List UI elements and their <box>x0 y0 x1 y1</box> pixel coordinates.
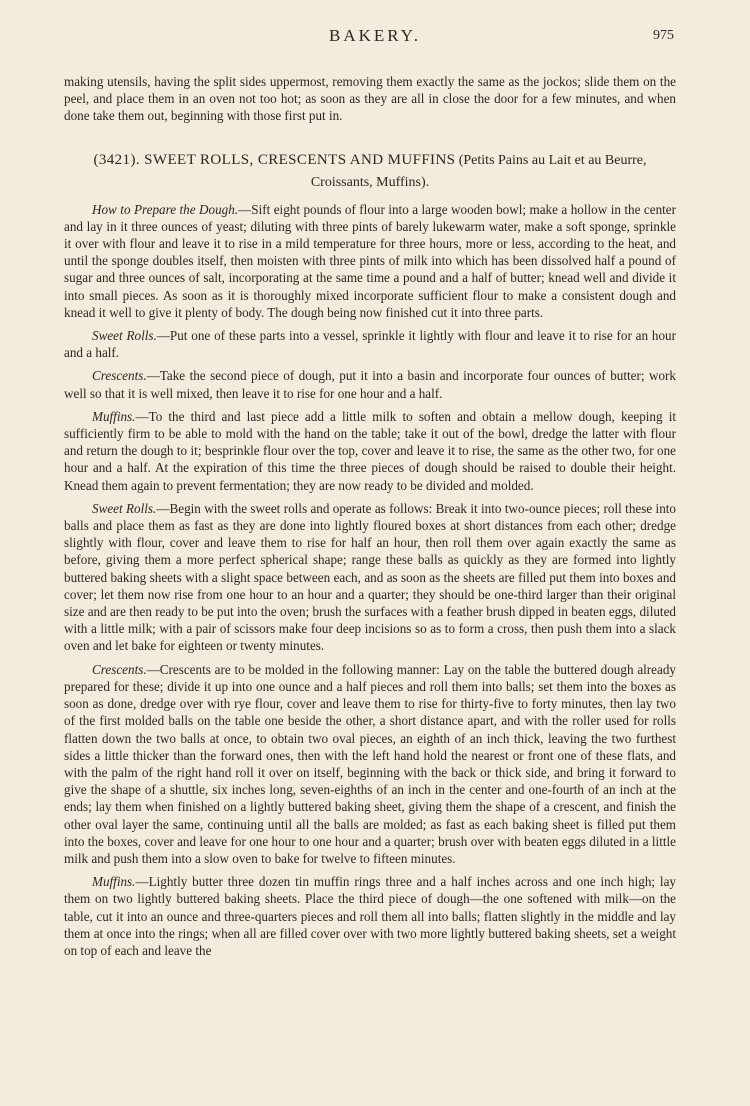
paragraph-text: —Take the second piece of dough, put it into a basin and incorporate four ounces of butter; work well so that it is well mixed, then leave it to rise for one hour and a half. <box>64 368 676 401</box>
page-body <box>64 73 676 965</box>
recipe-french-title: (Petits Pains au Lait et au Beurre, Croissants, Muffins). <box>310 152 647 190</box>
paragraph-text: —Lightly butter three dozen tin muffin rings three and a half inches across and one inch high; lay them on two lightly buttered baking sheets. Place the third piece of dough—the one softened with milk—on the table, cut it into an ounce and three-quarters pieces and roll them all into balls; flatten slightly in the middle and lay them at once into the rings; when all are filled cover over with two more lightly buttered baking sheets, set a weight on top of each and leave the <box>64 874 676 958</box>
recipe-heading <box>64 149 676 193</box>
paragraph-lead: Muffins. <box>92 408 136 424</box>
recipe-title: (3421). SWEET ROLLS, CRESCENTS AND MUFFINS <box>93 151 456 168</box>
paragraph-lead: How to Prepare the Dough. <box>92 201 239 217</box>
paragraph-lead: Crescents. <box>92 368 147 384</box>
paragraph-crescents-mold <box>64 661 676 867</box>
paragraph-lead: Muffins. <box>92 874 136 890</box>
paragraph-sweet-rolls-rise <box>64 327 676 361</box>
paragraph-text: —Begin with the sweet rolls and operate as follows: Break it into two-ounce pieces; roll these into balls and place them as fast as they are done into lightly floured boxes at short distances from each other; dredge slightly with flour, cover and leave them to rise for half an hour, then roll them over again exactly the same as before, giving them a more perfect spherical shape; range these balls as quickly as they are formed into lightly buttered baking sheets with a slight space between each, and as soon as the sheets are filled put them into boxes and cover; let them now rise from one hour to an hour and a quarter; they should be one-third larger than their original size and are then ready to be put into the oven; brush the surfaces with a feather brush dipped in beaten eggs, diluted with a little milk; with a pair of scissors make four deep incisions so as to form a cross, then push them into a slack oven and let bake for eighteen or twenty minutes. <box>64 500 677 654</box>
paragraph-sweet-rolls-mold <box>64 500 676 655</box>
page-number: 975 <box>653 28 674 43</box>
opening-paragraph: making utensils, having the split sides uppermost, removing them exactly the same as the jockos; slide them on the peel, and place them in an oven not too hot; as soon as they are all in close the door for a few minutes, and when done take them out, beginning with those first put in. <box>64 74 676 124</box>
paragraph-text: —Crescents are to be molded in the following manner: Lay on the table the buttered dough already prepared for these; divide it up into one ounce and a half pieces and roll them into balls; set them into the boxes as soon as done, dredge over with rye flour, cover and leave them to rise for thirty-five to forty minutes, then lay two of the first molded balls on the table one beside the other, a short distance apart, and with the roller used for rolls flatten down the two balls at once, to obtain two oval pieces, an eighth of an inch thick, leaving the two furthest sides a little thicker than the forward ones, then with the left hand hold the nearest or front one of these flats, and with the palm of the right hand roll it over on itself, beginning with the back or thick side, and bring it forward to give the shape of a shuttle, six inches long, seven-eighths of an inch in the center and one-fourth of an inch at the ends; lay them when finished on a lightly buttered baking sheet, giving them the shape of a crescent, and finish the other oval layer the same, continuing until all the balls are molded; as fast as each baking sheet is filled put them into the boxes, cover and leave for one hour to one hour and a quarter; brush over with beaten eggs diluted in a little milk and push them into a slow oven to bake for twelve to fifteen minutes. <box>64 661 676 866</box>
running-head-title: BAKERY. <box>328 26 421 45</box>
paragraph-lead: Sweet Rolls. <box>92 328 157 344</box>
paragraph-crescents-rise <box>64 367 676 401</box>
paragraph-text: —To the third and last piece add a little milk to soften and obtain a mellow dough, keeping it sufficiently firm to be able to mold with the hand on the table; take it out of the bowl, dredge the latter with flour and return the dough to it; besprinkle flour over the top, cover and leave it to rise, the same as the other two, for one hour and a half. At the expiration of this time the three pieces of dough should be raised to double their height. Knead them again to prevent fermentation; they are now ready to be divided and molded. <box>64 408 676 493</box>
paragraph-lead: Sweet Rolls. <box>92 500 157 516</box>
paragraph-muffins-rise <box>64 408 676 494</box>
paragraph-lead: Crescents. <box>92 661 147 677</box>
paragraph-muffins-mold <box>64 873 676 959</box>
running-head <box>0 26 750 46</box>
paragraph-dough <box>64 201 676 321</box>
paragraph-text: —Put one of these parts into a vessel, sprinkle it lightly with flour and leave it to rise for an hour and a half. <box>64 328 676 361</box>
paragraph-text: —Sift eight pounds of flour into a large wooden bowl; make a hollow in the center and lay in it three ounces of yeast; diluting with three pints of barely lukewarm water, make a soft sponge, sprinkle it over with flour and leave it to rise in a mild temperature for three hours, more or less, according to the heat, and until the sponge doubles itself, then moisten with three pints of milk into which has been dissolved half a pound of sugar and three ounces of salt, incorporating at the same time a pound and a half of butter; knead well and divide it into small pieces. As soon as it is thoroughly mixed incorporate sufficient flour to make a consistent dough and knead it well to give it plenty of body. The dough being now finished cut it into three parts. <box>64 201 676 320</box>
